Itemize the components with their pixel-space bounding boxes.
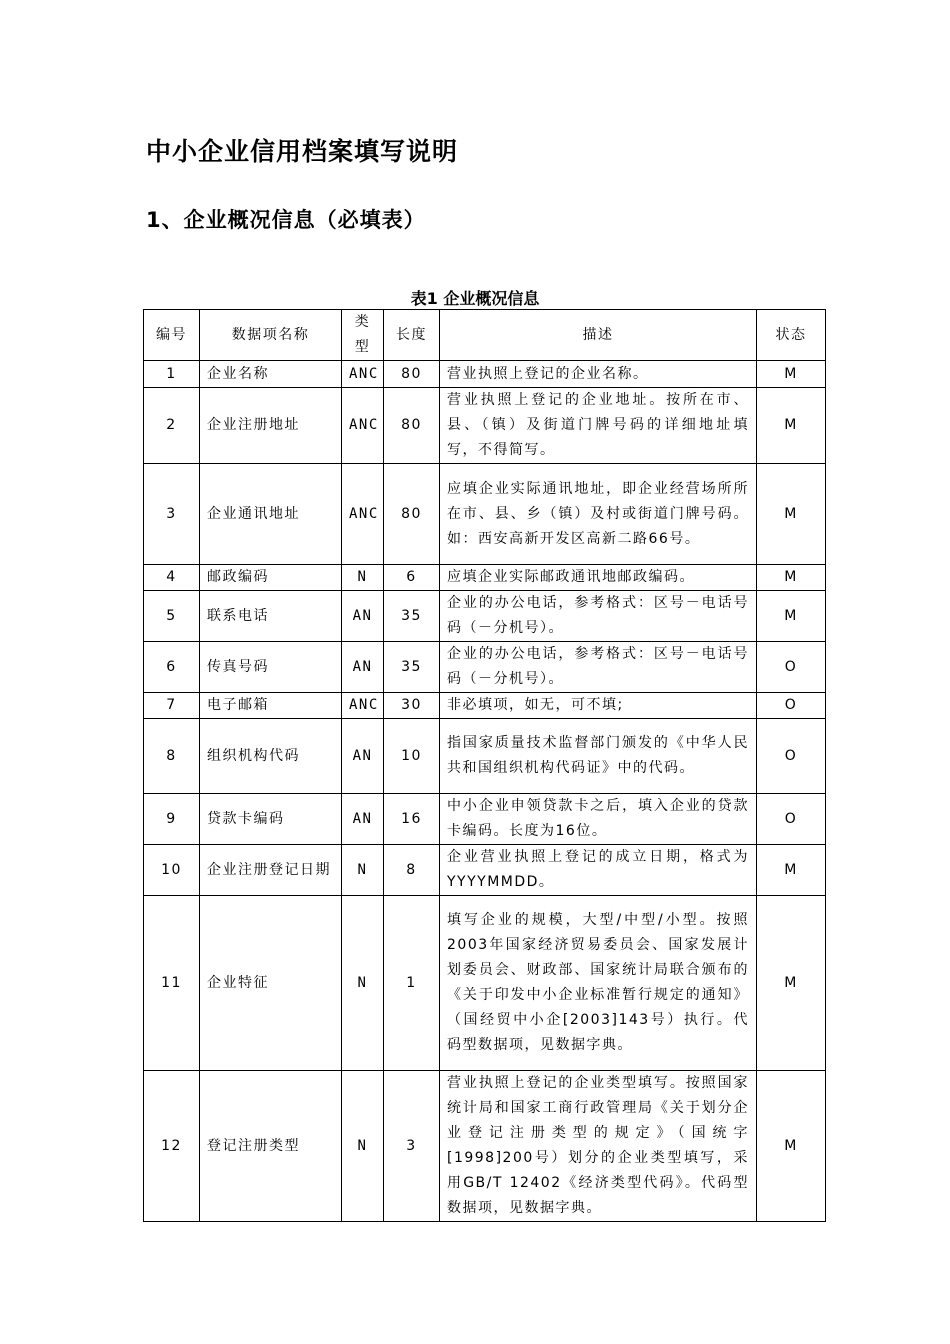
cell-no: 4	[144, 565, 200, 591]
cell-status: M	[757, 845, 826, 896]
section-title: 1、企业概况信息（必填表）	[146, 208, 426, 232]
cell-type: ANC	[342, 361, 384, 388]
cell-length: 8	[384, 845, 440, 896]
table-row	[144, 693, 826, 719]
cell-length: 80	[384, 464, 440, 565]
table-row	[144, 896, 826, 1071]
cell-status: O	[757, 693, 826, 719]
cell-no: 6	[144, 642, 200, 693]
cell-length: 35	[384, 591, 440, 642]
cell-status: M	[757, 361, 826, 388]
cell-name: 企业注册地址	[200, 388, 342, 464]
table-row	[144, 361, 826, 388]
header-name: 数据项名称	[200, 310, 342, 361]
cell-no: 9	[144, 794, 200, 845]
table-header-row	[144, 310, 826, 361]
cell-status: M	[757, 464, 826, 565]
table-row	[144, 642, 826, 693]
cell-name: 企业名称	[200, 361, 342, 388]
table-row	[144, 565, 826, 591]
cell-desc: 营业执照上登记的企业名称。	[440, 361, 757, 388]
cell-desc: 应填企业实际邮政通讯地邮政编码。	[440, 565, 757, 591]
cell-name: 邮政编码	[200, 565, 342, 591]
cell-name: 登记注册类型	[200, 1071, 342, 1222]
cell-length: 1	[384, 896, 440, 1071]
cell-desc: 企业的办公电话，参考格式：区号－电话号码（－分机号）。	[440, 642, 757, 693]
cell-desc: 营业执照上登记的企业类型填写。按照国家统计局和国家工商行政管理局《关于划分企业登记注册类型的规定》（国统字[1998]200号）划分的企业类型填写，采用GB/T 12402《经济类型代码》。代码型数据项，见数据字典。	[440, 1071, 757, 1222]
cell-name: 电子邮箱	[200, 693, 342, 719]
cell-desc: 企业的办公电话，参考格式：区号－电话号码（－分机号）。	[440, 591, 757, 642]
cell-type: N	[342, 1071, 384, 1222]
cell-status: O	[757, 642, 826, 693]
table-row	[144, 719, 826, 794]
cell-status: M	[757, 896, 826, 1071]
cell-length: 80	[384, 388, 440, 464]
table-row	[144, 464, 826, 565]
table-row	[144, 1071, 826, 1222]
cell-status: M	[757, 388, 826, 464]
cell-type: N	[342, 565, 384, 591]
cell-length: 6	[384, 565, 440, 591]
cell-status: M	[757, 591, 826, 642]
header-desc: 描述	[440, 310, 757, 361]
cell-desc: 中小企业申领贷款卡之后，填入企业的贷款卡编码。长度为16位。	[440, 794, 757, 845]
cell-type: AN	[342, 794, 384, 845]
header-type: 类型	[342, 310, 384, 361]
table-caption: 表1 企业概况信息	[410, 289, 540, 308]
cell-desc: 非必填项，如无，可不填;	[440, 693, 757, 719]
cell-no: 11	[144, 896, 200, 1071]
cell-desc: 应填企业实际通讯地址，即企业经营场所所在市、县、乡（镇）及村或街道门牌号码。如：西安高新开发区高新二路66号。	[440, 464, 757, 565]
cell-name: 联系电话	[200, 591, 342, 642]
cell-no: 3	[144, 464, 200, 565]
cell-type: ANC	[342, 388, 384, 464]
cell-name: 贷款卡编码	[200, 794, 342, 845]
table-row	[144, 591, 826, 642]
cell-desc: 填写企业的规模，大型/中型/小型。按照2003年国家经济贸易委员会、国家发展计划委员会、财政部、国家统计局联合颁布的《关于印发中小企业标准暂行规定的通知》（国经贸中小企[2003]143号）执行。代码型数据项，见数据字典。	[440, 896, 757, 1071]
header-length: 长度	[384, 310, 440, 361]
cell-name: 企业特征	[200, 896, 342, 1071]
document-title: 中小企业信用档案填写说明	[146, 137, 459, 166]
header-no: 编号	[144, 310, 200, 361]
cell-status: O	[757, 794, 826, 845]
cell-type: ANC	[342, 464, 384, 565]
cell-status: M	[757, 565, 826, 591]
cell-name: 传真号码	[200, 642, 342, 693]
cell-no: 5	[144, 591, 200, 642]
cell-name: 组织机构代码	[200, 719, 342, 794]
cell-status: M	[757, 1071, 826, 1222]
cell-type: N	[342, 845, 384, 896]
enterprise-info-table	[143, 309, 826, 1222]
cell-no: 8	[144, 719, 200, 794]
table-row	[144, 388, 826, 464]
cell-length: 35	[384, 642, 440, 693]
cell-no: 10	[144, 845, 200, 896]
cell-type: AN	[342, 719, 384, 794]
cell-no: 1	[144, 361, 200, 388]
cell-length: 30	[384, 693, 440, 719]
cell-desc: 指国家质量技术监督部门颁发的《中华人民共和国组织机构代码证》中的代码。	[440, 719, 757, 794]
cell-type: ANC	[342, 693, 384, 719]
cell-type: N	[342, 896, 384, 1071]
table-row	[144, 845, 826, 896]
cell-length: 80	[384, 361, 440, 388]
cell-desc: 营业执照上登记的企业地址。按所在市、县、（镇）及街道门牌号码的详细地址填写，不得简写。	[440, 388, 757, 464]
cell-length: 16	[384, 794, 440, 845]
cell-name: 企业通讯地址	[200, 464, 342, 565]
cell-desc: 企业营业执照上登记的成立日期，格式为YYYYMMDD。	[440, 845, 757, 896]
cell-no: 7	[144, 693, 200, 719]
cell-no: 12	[144, 1071, 200, 1222]
header-status: 状态	[757, 310, 826, 361]
cell-length: 3	[384, 1071, 440, 1222]
cell-name: 企业注册登记日期	[200, 845, 342, 896]
cell-type: AN	[342, 591, 384, 642]
cell-status: O	[757, 719, 826, 794]
table-row	[144, 794, 826, 845]
cell-type: AN	[342, 642, 384, 693]
cell-no: 2	[144, 388, 200, 464]
cell-length: 10	[384, 719, 440, 794]
